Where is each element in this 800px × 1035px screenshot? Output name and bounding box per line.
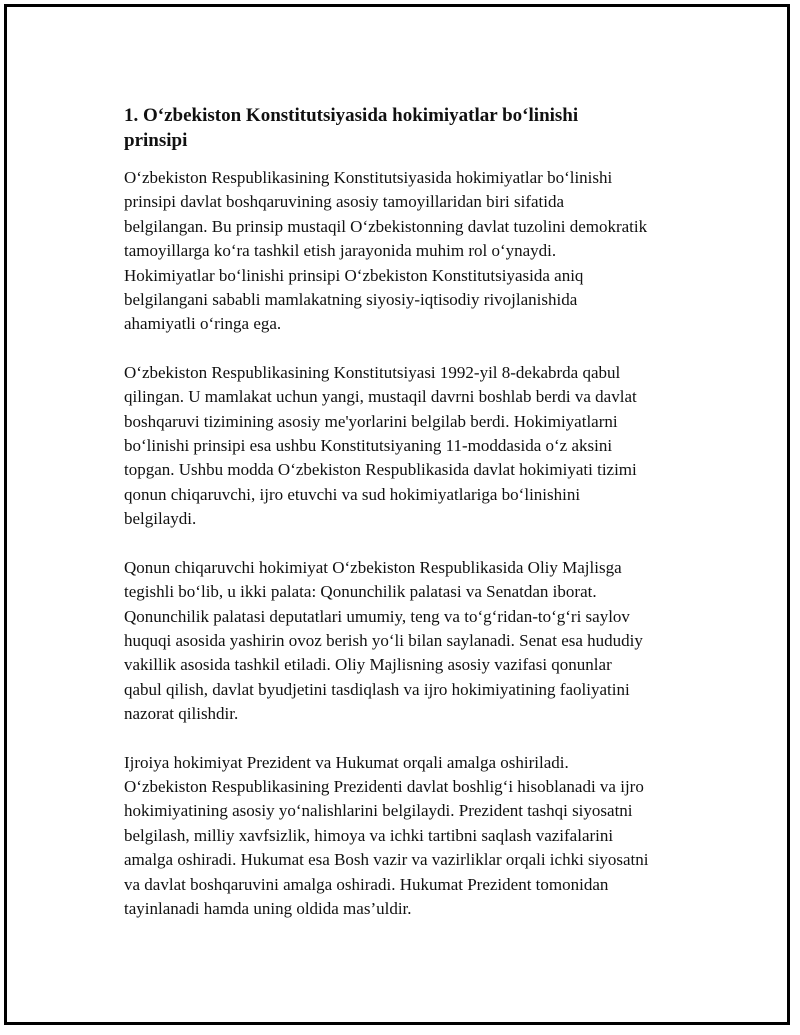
paragraph-2	[124, 361, 704, 532]
text-line: tegishli bo‘lib, u ikki palata: Qonunchilik palatasi va Senatdan iborat.	[124, 582, 597, 602]
text-line: va davlat boshqaruvini amalga oshiradi. Hukumat Prezident tomonidan	[124, 874, 609, 894]
text-line: Qonun chiqaruvchi hokimiyat O‘zbekiston Respublikasida Oliy Majlisga	[124, 557, 622, 577]
text-line: huquqi asosida yashirin ovoz berish yo‘li bilan saylanadi. Senat esa hududiy	[124, 630, 643, 650]
text-line: amalga oshiradi. Hukumat esa Bosh vazir va vazirliklar orqali ichki siyosatni	[124, 850, 649, 870]
text-line: belgilangan. Bu prinsip mustaqil O‘zbekistonning davlat tuzolini demokratik	[124, 216, 648, 236]
heading-line: 1. O‘zbekiston Konstitutsiyasida hokimiyatlar bo‘linishi	[124, 105, 579, 126]
page-border	[4, 4, 790, 1025]
text-line: bo‘linishi prinsipi esa ushbu Konstitutsiyaning 11-moddasida o‘z aksini	[124, 436, 613, 456]
text-line: qabul qilish, davlat byudjetini tasdiqlash va ijro hokimiyatining faoliyatini	[124, 679, 630, 699]
text-line: belgilash, milliy xavfsizlik, himoya va ichki tartibni saqlash vazifalarini	[124, 825, 614, 845]
document-body	[124, 103, 704, 945]
text-line: prinsipi davlat boshqaruvining asosiy tamoyillaridan biri sifatida	[124, 192, 565, 212]
paragraph-4	[124, 751, 704, 922]
paragraph-3	[124, 556, 704, 727]
text-line: ahamiyatli o‘ringa ega.	[124, 314, 282, 334]
text-line: nazorat qilishdir.	[124, 704, 239, 724]
heading-line: prinsipi	[124, 130, 188, 151]
text-line: belgilaydi.	[124, 509, 197, 529]
text-line: Qonunchilik palatasi deputatlari umumiy, teng va to‘g‘ridan-to‘g‘ri saylov	[124, 606, 630, 626]
text-line: O‘zbekiston Respublikasining Konstitutsiyasi 1992-yil 8-dekabrda qabul	[124, 362, 621, 382]
text-line: vakillik asosida tashkil etiladi. Oliy Majlisning asosiy vazifasi qonunlar	[124, 655, 612, 675]
text-line: Ijroiya hokimiyat Prezident va Hukumat orqali amalga oshiriladi.	[124, 752, 569, 772]
paragraph-1	[124, 166, 704, 337]
text-line: tamoyillarga ko‘ra tashkil etish jarayonida muhim rol o‘ynaydi.	[124, 241, 557, 261]
text-line: boshqaruvi tizimining asosiy me'yorlarini belgilab berdi. Hokimiyatlarni	[124, 411, 618, 431]
text-line: hokimiyatining asosiy yo‘nalishlarini belgilaydi. Prezident tashqi siyosatni	[124, 801, 633, 821]
text-line: topgan. Ushbu modda O‘zbekiston Respublikasida davlat hokimiyati tizimi	[124, 460, 637, 480]
text-line: belgilangani sababli mamlakatning siyosiy-iqtisodiy rivojlanishida	[124, 290, 578, 310]
text-line: O‘zbekiston Respublikasining Prezidenti davlat boshlig‘i hisoblanadi va ijro	[124, 776, 644, 796]
section-heading	[124, 103, 704, 153]
text-line: tayinlanadi hamda uning oldida mas’uldir.	[124, 898, 412, 918]
text-line: qonun chiqaruvchi, ijro etuvchi va sud hokimiyatlariga bo‘linishini	[124, 484, 581, 504]
text-line: O‘zbekiston Respublikasining Konstitutsiyasida hokimiyatlar bo‘linishi	[124, 168, 613, 187]
text-line: Hokimiyatlar bo‘linishi prinsipi O‘zbekiston Konstitutsiyasida aniq	[124, 265, 584, 285]
text-line: qilingan. U mamlakat uchun yangi, mustaqil davrni boshlab berdi va davlat	[124, 387, 637, 407]
